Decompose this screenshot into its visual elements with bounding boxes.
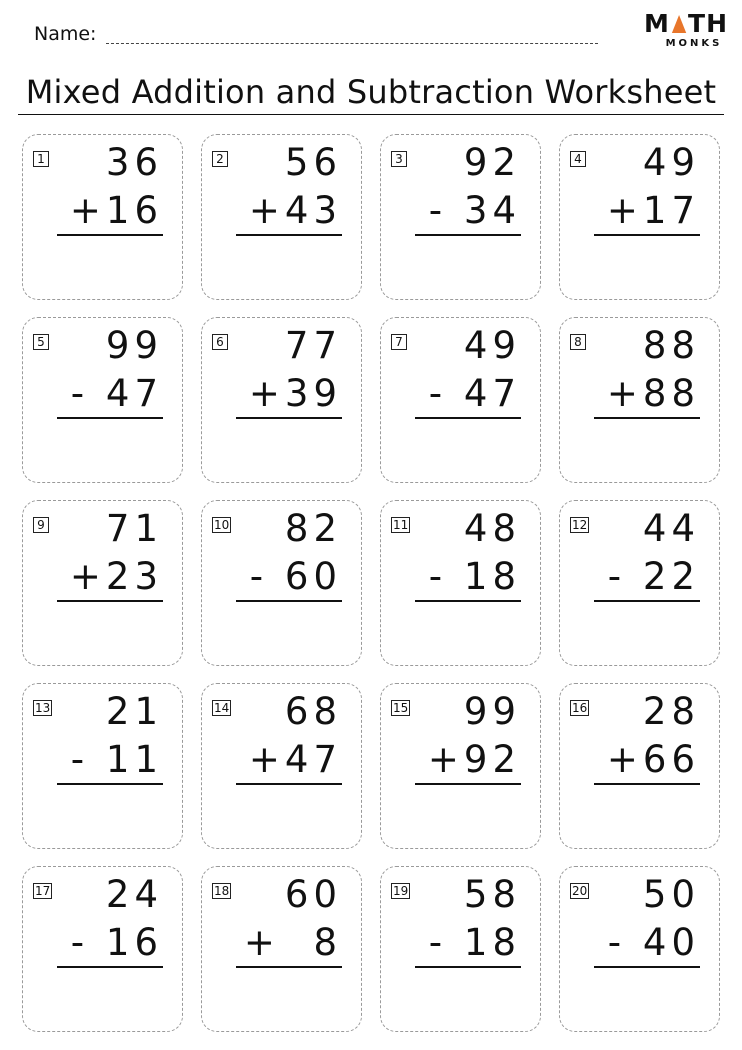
problem-top-number: 58 <box>463 873 521 916</box>
problem-top-number: 68 <box>284 690 342 733</box>
problem-bottom-number: +39 <box>248 372 342 415</box>
answer-line <box>594 966 700 968</box>
name-row <box>34 22 598 46</box>
problem-grid <box>22 134 720 1032</box>
problem-card[interactable] <box>22 317 183 483</box>
problem-bottom-number: - 34 <box>428 189 521 232</box>
problem-number: 3 <box>391 151 407 167</box>
problem-card[interactable] <box>559 683 720 849</box>
answer-line <box>236 234 342 236</box>
problem-expression <box>594 688 700 784</box>
problem-expression <box>236 688 342 784</box>
problem-card[interactable] <box>380 317 541 483</box>
problem-bottom-number: - 18 <box>428 921 521 964</box>
problem-top-number: 99 <box>463 690 521 733</box>
problem-top-number: 92 <box>463 141 521 184</box>
problem-number: 17 <box>35 884 51 898</box>
problem-card[interactable] <box>559 866 720 1032</box>
problem-top-number: 99 <box>105 324 163 367</box>
problem-number: 15 <box>393 701 409 715</box>
answer-line <box>415 600 521 602</box>
problem-card[interactable] <box>201 317 362 483</box>
answer-line <box>415 417 521 419</box>
answer-line <box>236 417 342 419</box>
problem-number: 4 <box>570 151 586 167</box>
problem-top-number: 28 <box>642 690 700 733</box>
problem-expression <box>415 139 521 235</box>
problem-number: 18 <box>214 884 230 898</box>
logo-wordmark <box>644 10 728 38</box>
problem-number: 16 <box>572 701 588 715</box>
answer-line <box>594 600 700 602</box>
problem-top-number: 48 <box>463 507 521 550</box>
answer-line <box>415 783 521 785</box>
problem-expression <box>594 505 700 601</box>
problem-expression <box>57 505 163 601</box>
problem-expression <box>415 688 521 784</box>
problem-number: 8 <box>570 334 586 350</box>
answer-line <box>57 600 163 602</box>
problem-top-number: 24 <box>105 873 163 916</box>
problem-bottom-number: - 16 <box>70 921 163 964</box>
problem-expression <box>57 322 163 418</box>
problem-number: 20 <box>572 884 588 898</box>
problem-number: 2 <box>212 151 228 167</box>
answer-line <box>236 783 342 785</box>
problem-card[interactable] <box>201 134 362 300</box>
problem-bottom-number: +23 <box>69 555 163 598</box>
problem-bottom-number: +66 <box>606 738 700 781</box>
problem-bottom-number: +88 <box>606 372 700 415</box>
answer-line <box>415 234 521 236</box>
answer-line <box>57 417 163 419</box>
problem-card[interactable] <box>201 683 362 849</box>
problem-bottom-number: +47 <box>248 738 342 781</box>
problem-bottom-number: - 22 <box>607 555 700 598</box>
problem-card[interactable] <box>559 500 720 666</box>
problem-number: 7 <box>391 334 407 350</box>
problem-bottom-number: + 8 <box>243 921 342 964</box>
problem-bottom-number: +16 <box>69 189 163 232</box>
problem-expression <box>57 871 163 967</box>
problem-top-number: 21 <box>105 690 163 733</box>
problem-card[interactable] <box>380 500 541 666</box>
problem-expression <box>236 871 342 967</box>
problem-top-number: 56 <box>284 141 342 184</box>
problem-card[interactable] <box>380 866 541 1032</box>
problem-top-number: 60 <box>284 873 342 916</box>
problem-top-number: 82 <box>284 507 342 550</box>
logo-subtext: MONKS <box>665 38 723 49</box>
problem-card[interactable] <box>380 134 541 300</box>
logo-text-th: TH <box>688 9 728 38</box>
problem-expression <box>415 322 521 418</box>
problem-card[interactable] <box>201 500 362 666</box>
answer-line <box>57 234 163 236</box>
problem-bottom-number: - 40 <box>607 921 700 964</box>
problem-expression <box>57 139 163 235</box>
problem-bottom-number: - 47 <box>70 372 163 415</box>
problem-top-number: 36 <box>105 141 163 184</box>
problem-card[interactable] <box>22 866 183 1032</box>
name-line[interactable] <box>106 42 598 44</box>
problem-number: 1 <box>33 151 49 167</box>
problem-number: 9 <box>33 517 49 533</box>
problem-expression <box>415 505 521 601</box>
problem-card[interactable] <box>380 683 541 849</box>
worksheet-title: Mixed Addition and Subtraction Worksheet <box>18 70 724 115</box>
problem-number: 10 <box>214 518 230 532</box>
problem-number: 14 <box>214 701 230 715</box>
problem-number: 6 <box>212 334 228 350</box>
answer-line <box>57 966 163 968</box>
problem-expression <box>236 322 342 418</box>
answer-line <box>236 600 342 602</box>
problem-number: 12 <box>572 518 588 532</box>
problem-bottom-number: - 18 <box>428 555 521 598</box>
problem-bottom-number: - 60 <box>249 555 342 598</box>
problem-top-number: 50 <box>642 873 700 916</box>
problem-bottom-number: +92 <box>427 738 521 781</box>
problem-top-number: 44 <box>642 507 700 550</box>
problem-number: 5 <box>33 334 49 350</box>
problem-card[interactable] <box>559 317 720 483</box>
problem-expression <box>594 139 700 235</box>
problem-expression <box>415 871 521 967</box>
problem-top-number: 49 <box>642 141 700 184</box>
problem-expression <box>594 322 700 418</box>
logo-a-triangle-icon <box>671 13 687 35</box>
problem-card[interactable] <box>201 866 362 1032</box>
problem-card[interactable] <box>22 683 183 849</box>
problem-expression <box>594 871 700 967</box>
problem-bottom-number: +43 <box>248 189 342 232</box>
problem-card[interactable] <box>559 134 720 300</box>
answer-line <box>594 234 700 236</box>
math-monks-logo <box>644 10 728 50</box>
answer-line <box>594 783 700 785</box>
answer-line <box>415 966 521 968</box>
problem-number: 11 <box>393 518 409 532</box>
answer-line <box>57 783 163 785</box>
problem-expression <box>236 139 342 235</box>
problem-top-number: 49 <box>463 324 521 367</box>
problem-top-number: 88 <box>642 324 700 367</box>
problem-number: 13 <box>35 701 51 715</box>
problem-expression <box>57 688 163 784</box>
answer-line <box>236 966 342 968</box>
problem-bottom-number: +17 <box>606 189 700 232</box>
answer-line <box>594 417 700 419</box>
problem-top-number: 71 <box>105 507 163 550</box>
problem-card[interactable] <box>22 500 183 666</box>
problem-bottom-number: - 47 <box>428 372 521 415</box>
problem-number: 19 <box>393 884 409 898</box>
name-label: Name: <box>34 23 97 45</box>
logo-text-m: M <box>644 9 670 38</box>
problem-card[interactable] <box>22 134 183 300</box>
problem-top-number: 77 <box>284 324 342 367</box>
problem-bottom-number: - 11 <box>70 738 163 781</box>
problem-expression <box>236 505 342 601</box>
